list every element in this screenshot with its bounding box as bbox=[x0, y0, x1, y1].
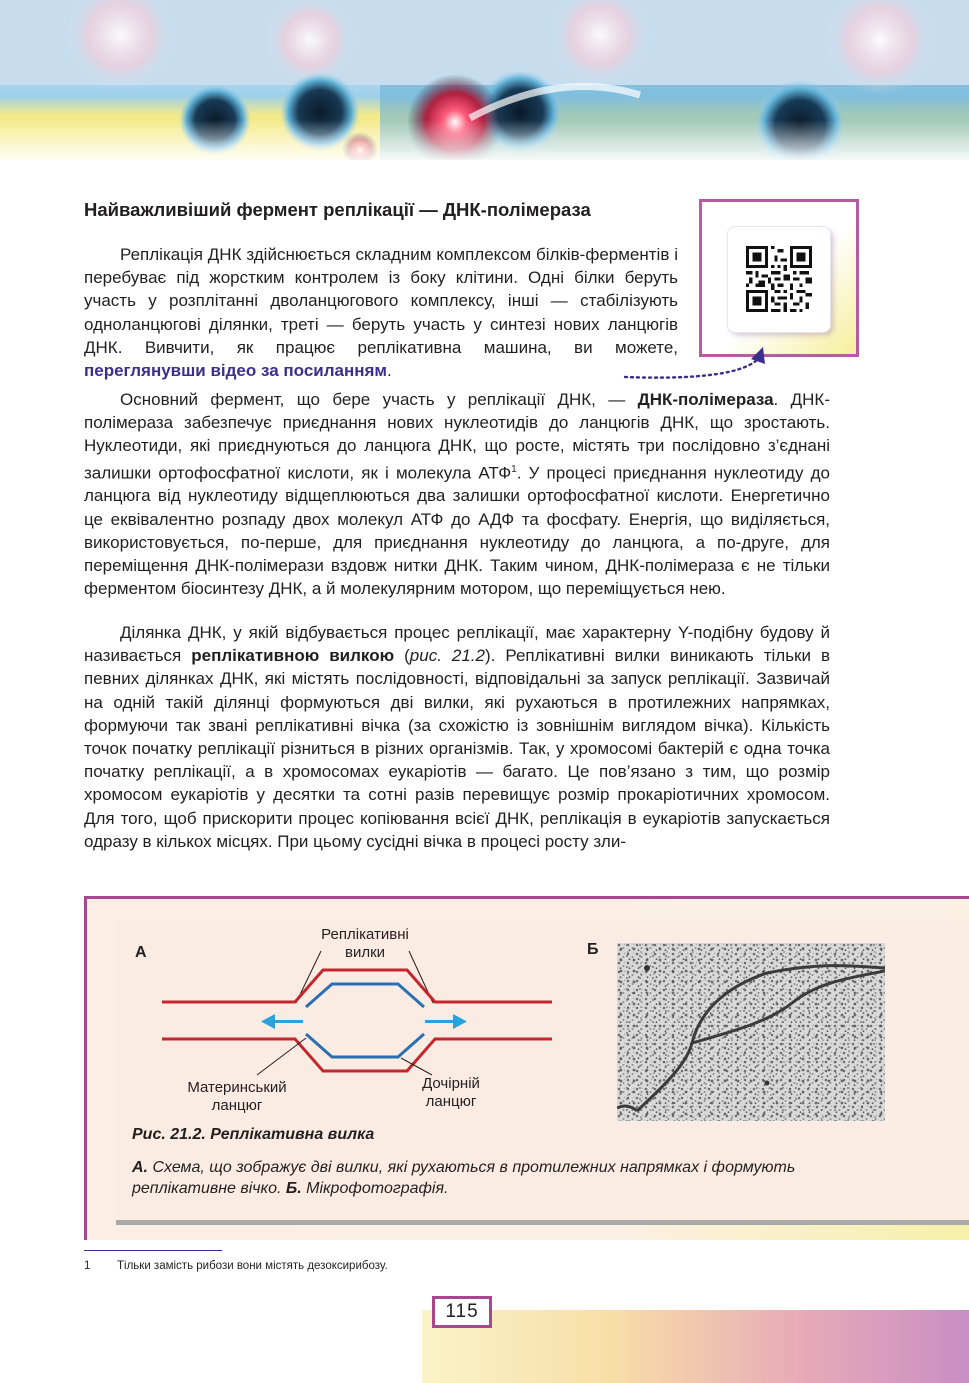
figure-shadow bbox=[116, 1220, 969, 1225]
qr-code-icon[interactable] bbox=[746, 246, 812, 312]
figure-reference[interactable]: рис. 21.2 bbox=[409, 646, 485, 666]
panel-b-letter: Б bbox=[587, 941, 599, 958]
figure-caption-title: Рис. 21.2. Реплікативна вилка bbox=[132, 1126, 375, 1143]
label-parent-line1: Материнський bbox=[187, 1079, 287, 1096]
label-daughter-line2: ланцюг bbox=[425, 1093, 477, 1110]
left-direction-arrow-icon bbox=[261, 1014, 303, 1029]
section-heading: Найважливіший фермент реплікації — ДНК-полімераза bbox=[84, 199, 591, 220]
replication-fork-diagram bbox=[125, 925, 585, 1115]
qr-code-frame bbox=[699, 199, 859, 357]
header-banner-image bbox=[0, 0, 969, 160]
paragraph-2: Основний фермент, що бере участь у реплікації ДНК, — ДНК-полімераза. ДНК-полімераза забезпечує приєднання нових нуклеотидів до ланцюгів ДНК, що зростають. Нуклеотиди, які приєднуються до ланцюга ДНК, що росте, містять три послідовно з’єднані залишки ортофосфатної кислоти, як і молекула АТФ$^1$. У процесі приєднання нуклеотиду до ланцюга від нуклеотиду відщеплюються два залишки ортофосфатної кислоти. Енергетично це еквівалентно розпаду двох молекул АТФ до АДФ та фосфату. Енергія, що виділяється, використовується, по-перше, для приєднання нуклеотиду до ланцюга, а по-друге, для переміщення ДНК-полімерази вздовж нитки ДНК. Таким чином, ДНК-полімераза є не тільки ферментом біосинтезу ДНК, а й молекулярним мотором, що переміщується нею. bbox=[84, 390, 830, 599]
daughter-strand-bottom bbox=[306, 1034, 424, 1057]
footnote bbox=[84, 1260, 388, 1272]
label-forks-line2: вилки bbox=[344, 944, 386, 961]
parent-strand-top bbox=[162, 970, 552, 1002]
label-parent-line2: ланцюг bbox=[211, 1097, 263, 1114]
micrograph-image bbox=[617, 943, 885, 1121]
footnote-number: 1 bbox=[84, 1260, 91, 1272]
label-forks-line1: Реплікативні bbox=[321, 926, 409, 943]
figure-caption-text: А. Схема, що зображує дві вилки, які рухаються в протилежних напрямках і формують реплікативне вічко. Б. Мікрофотографія. bbox=[132, 1159, 796, 1197]
label-daughter-line1: Дочірній bbox=[422, 1075, 480, 1092]
daughter-strand-top bbox=[306, 984, 424, 1007]
footnote-divider bbox=[84, 1250, 222, 1251]
qr-code-card[interactable] bbox=[728, 227, 830, 332]
video-link[interactable]: переглянувши відео за посиланням bbox=[84, 361, 388, 381]
right-direction-arrow-icon bbox=[425, 1014, 467, 1029]
parent-strand-bottom bbox=[162, 1039, 552, 1071]
panel-a-letter: А bbox=[135, 944, 147, 961]
paragraph-3: Ділянка ДНК, у якій відбувається процес реплікації, має характерну Y-подібну будову й називається реплікативною вилкою (рис. 21.2). Реплікативні вилки виникають тільки в певних ділянках ДНК, які містять послідовності, відповідальні за запуск реплікації. Зазвичай на одній такій ділянці формуються дві вилки, які рухаються в протилежних напрямках, формуючи так звані реплікативні вічка (за схожістю із зовнішнім виглядом вічка). Кількість точок початку реплікації різниться в різних організмів. Так, у хромосомі бактерій є одна точка початку реплікації, а в хромосомах еукаріотів — багато. Це пов’язано з тим, що розмір хромосом еукаріотів у десятки та сотні разів перевищує розмір прокаріотичних хромосом. Для того, щоб прискорити процес копіювання всієї ДНК, реплікація в еукаріотів запускається одразу в кількох місцях. При цьому сусідні вічка в процесі росту зли- bbox=[84, 623, 831, 851]
term-replication-fork: реплікативною вилкою bbox=[191, 646, 395, 666]
page-number: 115 bbox=[432, 1296, 492, 1328]
footer-bar bbox=[422, 1310, 969, 1383]
dotted-arrow-icon bbox=[620, 345, 780, 385]
paragraph-1: Реплікація ДНК здійснюється складним комплексом білків-ферментів і перебуває під жорстким контролем із боку клітини. Одні білки беруть участь у розплітанні дволанцюгового комплексу, інші — стабілізують одноланцюгові ділянки, треті — беруть участь у синтезі нових ланцюгів ДНК. Вивчити, як працює реплікативна машина, ви можете, переглянувши відео за посиланням. bbox=[84, 245, 678, 381]
footnote-text: Тільки замість рибози вони містять дезоксирибозу. bbox=[117, 1260, 388, 1272]
footnote-reference[interactable]: 1 bbox=[511, 463, 517, 475]
pointer-line-parent bbox=[257, 1038, 306, 1075]
term-dna-polymerase: ДНК-полімераза bbox=[637, 390, 774, 409]
